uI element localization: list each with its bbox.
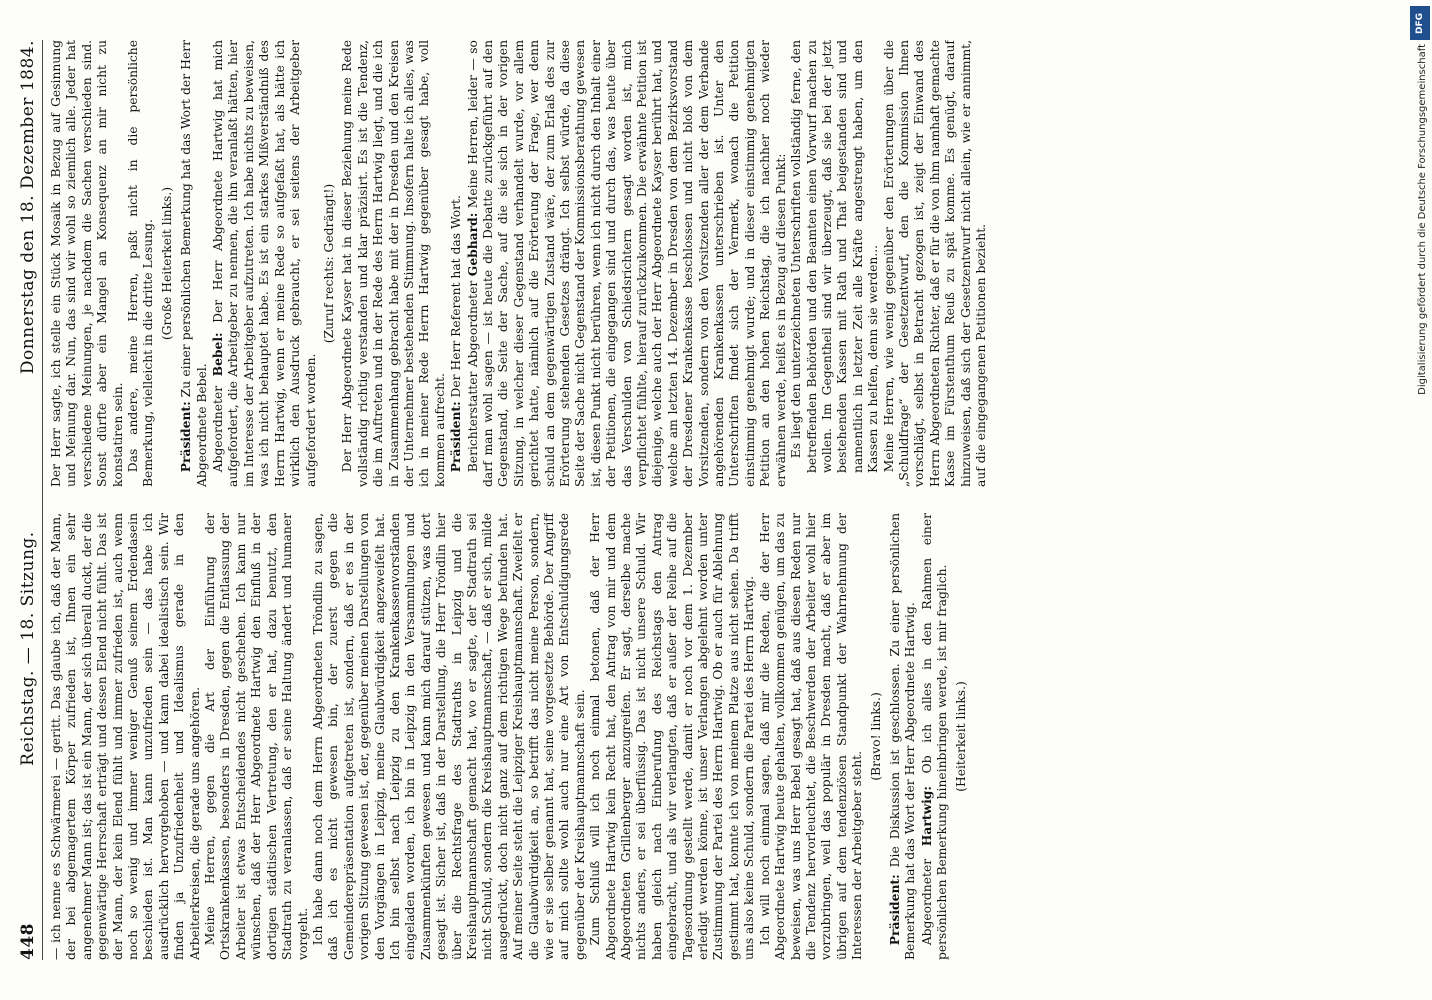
interjection-note: (Zuruf rechts: Gedrängt!) bbox=[321, 183, 336, 344]
speaker-label: Präsident: bbox=[448, 401, 464, 473]
digitization-credit: Digitalisierung gefördert durch die Deutsche Forschungsgemeinschaft bbox=[1417, 44, 1428, 395]
bebel-speech bbox=[210, 40, 319, 487]
speaker-label: Bebel: bbox=[210, 332, 226, 377]
speaker-title: Abgeordneter bbox=[211, 385, 226, 473]
speech-text: Der Herr Abgeordnete Hartwig hat mich aufgefordert, die Arbeitgeber zu nennen, die ihn veranlaßt hätten, hier im Interesse der Arbeitgeber aufzutreten. Ich habe nichts zu beweisen, was ich nicht behauptet habe. Es ist ein starkes Mißverständniß des Herrn Hartwig, wenn er meine Rede so aufgefaßt hat, als hätte ich wirklich den Ausdruck gebraucht, er sei seitens der Arbeitgeber aufgefordert worden. bbox=[211, 40, 318, 487]
dfg-logo-badge: DFG bbox=[1410, 6, 1430, 40]
paragraph: — ich nenne es Schwärmerei — geritt. Das glaube ich, daß der Mann, der bei abgemagertem Körper zufrieden ist, Ihnen ein sehr angenehmer Mann ist; das ist ein Mann, der sich überall duckt, der die gegenwärtige Herrschaft erträgt und dessen Elend nicht fühlt. Das ist der Mann, der kein Elend fühlt und immer zufrieden ist, auch wenn noch so wenig und immer weniger Genuß seinem Erdendasein beschieden ist. Man kann unzufrieden sein — das habe ich ausdrücklich hervorgehoben — und kann dabei idealistisch sein. Wir finden ja Unzufriedenheit und Idealismus gerade in den Arbeiterkreisen, die gerade uns angehören. bbox=[49, 513, 202, 960]
laughter-note: (Heiterkeit links.) bbox=[953, 681, 968, 792]
speech-text: Zu einer persönlichen Bemerkung hat das Wort der Herr Abgeordnete Bebel. bbox=[179, 40, 209, 487]
speaker-label: Gebhard: bbox=[464, 212, 480, 277]
speech-text: Ob ich alles in den Rahmen einer persönlichen Bemerkung hineinbringen werde, ist mir fraglich. bbox=[919, 513, 950, 960]
president-speech bbox=[887, 513, 919, 960]
paragraph: Meine Herren, wie wenig gegenüber den Erörterungen über die „Schuldfrage“ der Gesetzentwurf, den die Kommission Ihnen vorschlägt, selbst in Betracht gezogen ist, zeigt der Einwand des Herrn Abgeordneten Richter, daß er für die von ihm namhaft gemachte Kasse im Fürstenthum Reuß zu spät komme. Es genügt, darauf hinzuweisen, daß sich der Gesetzentwurf nicht allein, wie er annimmt, auf die eingegangenen Petitionen bezieht. bbox=[881, 40, 988, 487]
speaker-label: Hartwig: bbox=[918, 786, 934, 847]
paragraph: Zum Schluß will ich noch einmal betonen, daß der Herr Abgeordnete Hartwig kein Recht hat, den Antrag von mir und dem Abgeordneten Grillenberger anzugreifen. Er sagt, derselbe mache nichts anders, er sei überflüssig. Das ist nicht unsere Schuld. Wir haben gleich nach Einberufung des Reichstags den Antrag eingebracht, und als wir verlangten, daß er außer der Reihe auf die Tagesordnung gestellt werde, damit er noch vor dem 1. Dezember erledigt werden könne, ist unser Verlangen abgelehnt worden unter Zustimmung der Partei des Herrn Hartwig. Ob er auch für Ablehnung gestimmt hat, konnte ich von meinem Platze aus nicht sehen. Da trifft uns also keine Schuld, sondern die Partei des Herrn Hartwig. bbox=[588, 513, 757, 960]
paragraph: Der Herr sagte, ich stelle ein Stück Mosaik in Bezug auf Gesinnung und Meinung dar. Nun, das sind wir wohl so ziemlich alle. Jeder hat verschiedene Meinungen, je nachdem die Sachen verschieden sind. Sonst dürfte aber ein Mangel an Konsequenz an mir nicht zu konstatiren sein. bbox=[49, 40, 125, 487]
digitization-strip bbox=[1408, 0, 1432, 1000]
paragraph: Ich will noch einmal sagen, daß mir die Reden, die der Herr Abgeordnete Hartwig heute gehalten, vollkommen genügen, um das zu beweisen, was uns Herr Bebel gesagt hat, daß aus diesen Reden nur die Tendenz hervorleuchtet, die Beschwerden der Arbeiter wohl hier vorzubringen, weil das populär in Dresden macht, daß er aber im übrigen auf dem tendenziösen Standpunkt der Wahrnehmung der Interessen der Arbeitgeber steht. bbox=[757, 513, 865, 960]
speaker-title: Berichterstatter Abgeordneter bbox=[465, 280, 480, 473]
speech-text: Meine Herren, leider — so darf man wohl sagen — ist heute die Debatte zurückgeführt auf den Gegenstand, die Seite der Sache, auf die sie sich in der vorigen Sitzung, in welcher dieser Gegenstand verhandelt wurde, vor allem gerichtet hatte, nämlich auf die Erörterung der Frage, wer denn schuld an dem gegenwärtigen Zustand wäre, der zum Erlaß des zur Erörterung stehenden Gesetzes drängt. Ich selbst würde, da diese Seite der Sache nicht Gegenstand der Kommissionsberathung gewesen ist, diesen Punkt nicht berühren, wenn ich nicht durch den Inhalt einer der Petitionen, die eingegangen sind und durch das, was heute über das Verschulden von Schiedsrichtern gesagt worden ist, mich verpflichtet fühlte, hierauf zurückzukommen. Die erwähnte Petition ist diejenige, welche auch der Herr Abgeordnete Kayser berührt hat, und welche am letzten 14. Dezember in Dresden von dem Bezirksvorstand der Dresdener Krankenkasse beschlossen und nicht bloß von dem Vorsitzenden, sondern von den Vorsitzenden aller der dem Verbande angehörenden Krankenkassen unterschrieben ist. Unter den Unterschriften findet sich der Vermerk, wonach die Petition einstimmig genehmigt wurde; und in dieser einstimmig genehmigten Petition an den hohen Reichstag, die ich nachher noch wieder erwähnen werde, heißt es in Bezug auf diesen Punkt: bbox=[465, 40, 788, 487]
president-speech bbox=[448, 40, 464, 487]
speaker-label: Präsident: bbox=[886, 874, 902, 946]
speech-text: Die Diskussion ist geschlossen. Zu einer persönlichen Bemerkung hat das Wort der Herr Abgeordnete Hartwig. bbox=[887, 513, 918, 960]
gebhard-speech bbox=[465, 40, 790, 487]
running-head-right: Donnerstag den 18. Dezember 1884. bbox=[18, 40, 38, 375]
paragraph: Ich habe dann noch dem Herrn Abgeordneten Tröndlin zu sagen, daß ich es nicht gewesen bin, der zuerst gegen die Gemeinderepräsentation aufgetreten ist, sondern, daß er es in der vorigen Sitzung gewesen ist, der, gegenüber meinen Darstellungen von den Vorgängen in Leipzig, meine Glaubwürdigkeit angezweifelt hat. Ich bin selbst nach Leipzig zu den Krankenkassenvorständen eingeladen worden, ich bin in Leipzig in den Versammlungen und Zusammenkünften gewesen und kann mich darauf stützen, was dort gesagt ist. Sicher ist, daß in der Darstellung, die Herr Tröndlin hier über die Rechtsfrage des Stadtraths in Leipzig und die Kreishauptmannschaft gemacht hat, wo er sagte, der Stadtrath sei nicht Schuld, sondern die Kreishauptmannschaft, — daß er sich, milde ausgedrückt, doch nicht ganz auf dem richtigen Wege befunden hat. Auf meiner Seite steht die Leipziger Kreishauptmannschaft. Zweifelt er die Glaubwürdigkeit an, so betrifft das nicht meine Person, sondern, wie er sie selber genannt hat, seine vorgesetzte Behörde. Der Angriff auf mich sollte wohl auch nur eine Art von Entschuldigungsrede gegenüber der Kreishauptmannschaft sein. bbox=[310, 513, 587, 960]
speaker-title: Abgeordneter bbox=[919, 858, 934, 946]
running-head-left: Reichstag. — 18. Sitzung. bbox=[18, 531, 38, 766]
president-speech bbox=[178, 40, 210, 487]
speech-text: Der Herr Referent hat das Wort. bbox=[449, 195, 464, 398]
text-columns bbox=[49, 40, 1379, 960]
speaker-label: Präsident: bbox=[178, 401, 194, 473]
paragraph: Meine Herren, gegen die Art der Einführung der Ortskrankenkassen, besonders in Dresden, gegen die Entlassung der Arbeiter ist etwas Entscheidendes nicht geschehen. Ich kann nur wünschen, daß der Herr Abgeordnete Hartwig den Einfluß in der dortigen städtischen Vertretung, den er hat, dazu benutzt, den Stadtrath zu veranlassen, daß er seine Haltung ändert und humaner vorgeht. bbox=[203, 513, 310, 960]
laughter-note: (Große Heiterkeit links.) bbox=[159, 186, 174, 341]
hartwig-speech bbox=[919, 513, 951, 960]
page-number: 448 bbox=[18, 923, 38, 960]
applause-note: (Bravo! links.) bbox=[868, 692, 883, 781]
paragraph: Der Herr Abgeordnete Kayser hat in dieser Beziehung meine Rede vollständig richtig verstanden und klar präzisirt. Es ist die Tendenz, die im Auftreten und in der Rede des Herrn Hartwig liegt, und die ich in Zusammenhang gebracht habe mit der in Dresden und den Kreisen der Unternehmer bestehenden Stimmung. Insofern halte ich alles, was ich in meiner Rede Herrn Hartwig gegenüber gesagt habe, voll kommen aufrecht. bbox=[340, 40, 447, 487]
quotation: Es liegt den unterzeichneten Unterschriften vollständig ferne, den betreffenden Behörden und den Beamten einen Vorwurf machen zu wollen. Im Gegentheil sind wir überzeugt, daß sie bei der jetzt bestehenden Kassen mit Rath und That beigestanden sind und namentlich in letzter Zeit alle Kräfte angestrengt haben, um den Kassen zu helfen, denn sie werden... bbox=[789, 40, 881, 473]
paragraph: Das andere, meine Herren, paßt nicht in die persönliche Bemerkung, vielleicht in die dritte Lesung. bbox=[126, 40, 156, 487]
left-column bbox=[49, 513, 1379, 960]
right-column bbox=[49, 40, 1379, 487]
running-head bbox=[18, 40, 43, 960]
